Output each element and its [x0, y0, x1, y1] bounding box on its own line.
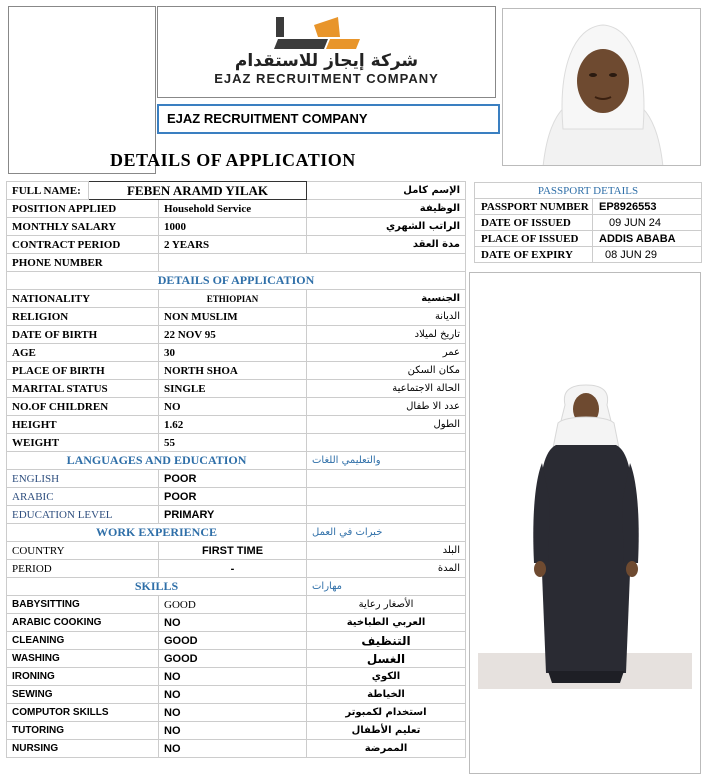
education-value: PRIMARY — [159, 506, 307, 524]
nationality-label: NATIONALITY — [7, 290, 159, 308]
skill-value: GOOD — [159, 632, 307, 650]
skill-label: ARABIC COOKING — [7, 614, 159, 632]
passport-number-label: PASSPORT NUMBER — [475, 199, 593, 215]
skill-value: NO — [159, 686, 307, 704]
period-arabic: المدة — [307, 560, 466, 578]
age-row — [7, 344, 466, 362]
marital-value: SINGLE — [159, 380, 307, 398]
skill-row — [7, 704, 466, 722]
arabic-value: POOR — [159, 488, 307, 506]
skill-arabic: استخدام لكمبوتر — [307, 704, 466, 722]
page-title: DETAILS OF APPLICATION — [110, 150, 356, 170]
position-row — [7, 200, 466, 218]
passport-expiry-label: DATE OF EXPIRY — [475, 247, 593, 263]
passport-expiry-value: 08 JUN 29 — [593, 247, 702, 263]
skill-arabic: الغسل — [307, 650, 466, 668]
position-value: Household Service — [159, 200, 307, 218]
religion-arabic: الديانة — [307, 308, 466, 326]
passport-header-row — [475, 183, 702, 199]
salary-arabic: الراتب الشهري — [307, 218, 466, 236]
marital-arabic: الحالة الاجتماعية — [307, 380, 466, 398]
skill-arabic: التنظيف — [307, 632, 466, 650]
full-body-photo — [469, 272, 701, 774]
arabic-label: ARABIC — [7, 488, 159, 506]
skill-value: NO — [159, 668, 307, 686]
skill-row — [7, 632, 466, 650]
skill-arabic: الخياطة — [307, 686, 466, 704]
skill-label: TUTORING — [7, 722, 159, 740]
passport-issued-label: DATE OF ISSUED — [475, 215, 593, 231]
age-label: AGE — [7, 344, 159, 362]
children-row — [7, 398, 466, 416]
dob-row — [7, 326, 466, 344]
country-label: COUNTRY — [7, 542, 159, 560]
skill-row — [7, 722, 466, 740]
position-arabic: الوظيفة — [307, 200, 466, 218]
contract-label: CONTRACT PERIOD — [7, 236, 159, 254]
phone-row — [7, 254, 466, 272]
skill-row — [7, 650, 466, 668]
skill-value: NO — [159, 722, 307, 740]
company-logo — [157, 6, 496, 98]
marital-label: MARITAL STATUS — [7, 380, 159, 398]
country-value: FIRST TIME — [159, 542, 307, 560]
phone-label: PHONE NUMBER — [7, 254, 159, 272]
position-label: POSITION APPLIED — [7, 200, 159, 218]
dob-label: DATE OF BIRTH — [7, 326, 159, 344]
languages-section-heading: LANGUAGES AND EDUCATION — [7, 452, 307, 470]
nationality-row — [7, 290, 466, 308]
skill-row — [7, 740, 466, 758]
weight-row — [7, 434, 466, 452]
education-row — [7, 506, 466, 524]
passport-header: PASSPORT DETAILS — [475, 183, 702, 199]
pob-value: NORTH SHOA — [159, 362, 307, 380]
company-name-banner: EJAZ RECRUITMENT COMPANY — [157, 104, 500, 134]
application-table — [6, 181, 466, 758]
passport-expiry-row — [475, 247, 702, 263]
salary-label: MONTHLY SALARY — [7, 218, 159, 236]
full-name-label: FULL NAME: — [7, 182, 89, 200]
pob-label: PLACE OF BIRTH — [7, 362, 159, 380]
height-label: HEIGHT — [7, 416, 159, 434]
logo-arabic-text: شركة إيجاز للاستقدام — [234, 51, 419, 71]
skills-section-arabic: مهارات — [307, 578, 466, 596]
phone-value — [159, 254, 466, 272]
nationality-arabic: الجنسية — [307, 290, 466, 308]
passport-table — [474, 182, 702, 263]
skill-label: NURSING — [7, 740, 159, 758]
work-section-arabic: خبرات في العمل — [307, 524, 466, 542]
skill-arabic: الممرضة — [307, 740, 466, 758]
full-name-arabic: الإسم كامل — [307, 182, 466, 200]
skill-label: SEWING — [7, 686, 159, 704]
skill-row — [7, 668, 466, 686]
weight-label: WEIGHT — [7, 434, 159, 452]
work-section-row — [7, 524, 466, 542]
passport-number-value: EP8926553 — [593, 199, 702, 215]
details-section-row — [7, 272, 466, 290]
logo-mark-icon — [268, 15, 378, 55]
skills-section-row — [7, 578, 466, 596]
nationality-value: ETHIOPIAN — [159, 290, 307, 308]
details-section-heading: DETAILS OF APPLICATION — [7, 272, 466, 290]
contract-row — [7, 236, 466, 254]
marital-row — [7, 380, 466, 398]
passport-issued-row — [475, 215, 702, 231]
skill-label: IRONING — [7, 668, 159, 686]
skill-value: NO — [159, 614, 307, 632]
english-row — [7, 470, 466, 488]
skill-value: NO — [159, 740, 307, 758]
skill-label: COMPUTOR SKILLS — [7, 704, 159, 722]
country-row — [7, 542, 466, 560]
period-label: PERIOD — [7, 560, 159, 578]
weight-arabic-empty — [307, 434, 466, 452]
age-arabic: عمر — [307, 344, 466, 362]
logo-english-text: EJAZ RECRUITMENT COMPANY — [214, 71, 439, 86]
skill-arabic: العربي الطباخية — [307, 614, 466, 632]
passport-place-value: ADDIS ABABA — [593, 231, 702, 247]
skill-label: WASHING — [7, 650, 159, 668]
period-row — [7, 560, 466, 578]
children-value: NO — [159, 398, 307, 416]
arabic-empty — [307, 488, 466, 506]
contract-value: 2 YEARS — [159, 236, 307, 254]
portrait-photo — [502, 8, 701, 166]
skill-value: GOOD — [159, 596, 307, 614]
passport-place-label: PLACE OF ISSUED — [475, 231, 593, 247]
english-value: POOR — [159, 470, 307, 488]
full-name-row — [7, 182, 466, 200]
children-label: NO.OF CHILDREN — [7, 398, 159, 416]
country-arabic: البلد — [307, 542, 466, 560]
passport-number-row — [475, 199, 702, 215]
dob-arabic: تاريخ لميلاد — [307, 326, 466, 344]
skill-label: BABYSITTING — [7, 596, 159, 614]
contract-arabic: مدة العقد — [307, 236, 466, 254]
religion-row — [7, 308, 466, 326]
skill-arabic: الكوي — [307, 668, 466, 686]
skill-arabic: الأصغار رعاية — [307, 596, 466, 614]
skill-arabic: تعليم الأطفال — [307, 722, 466, 740]
dob-value: 22 NOV 95 — [159, 326, 307, 344]
passport-issued-value: 09 JUN 24 — [593, 215, 702, 231]
work-section-heading: WORK EXPERIENCE — [7, 524, 307, 542]
skill-row — [7, 596, 466, 614]
arabic-row — [7, 488, 466, 506]
skill-value: NO — [159, 704, 307, 722]
religion-label: RELIGION — [7, 308, 159, 326]
height-row — [7, 416, 466, 434]
english-label: ENGLISH — [7, 470, 159, 488]
skill-label: CLEANING — [7, 632, 159, 650]
height-arabic: الطول — [307, 416, 466, 434]
children-arabic: عدد الا طفال — [307, 398, 466, 416]
salary-row — [7, 218, 466, 236]
skill-row — [7, 614, 466, 632]
full-name-value: FEBEN ARAMD YILAK — [89, 182, 307, 200]
languages-section-row — [7, 452, 466, 470]
passport-place-row — [475, 231, 702, 247]
empty-frame — [8, 6, 156, 174]
period-value: - — [159, 560, 307, 578]
english-empty — [307, 470, 466, 488]
skill-value: GOOD — [159, 650, 307, 668]
education-label: EDUCATION LEVEL — [7, 506, 159, 524]
salary-value: 1000 — [159, 218, 307, 236]
religion-value: NON MUSLIM — [159, 308, 307, 326]
pob-row — [7, 362, 466, 380]
skills-section-heading: SKILLS — [7, 578, 307, 596]
pob-arabic: مكان السكن — [307, 362, 466, 380]
languages-section-arabic: والتعليمي اللغات — [307, 452, 466, 470]
education-empty — [307, 506, 466, 524]
height-value: 1.62 — [159, 416, 307, 434]
skill-row — [7, 686, 466, 704]
weight-value: 55 — [159, 434, 307, 452]
age-value: 30 — [159, 344, 307, 362]
